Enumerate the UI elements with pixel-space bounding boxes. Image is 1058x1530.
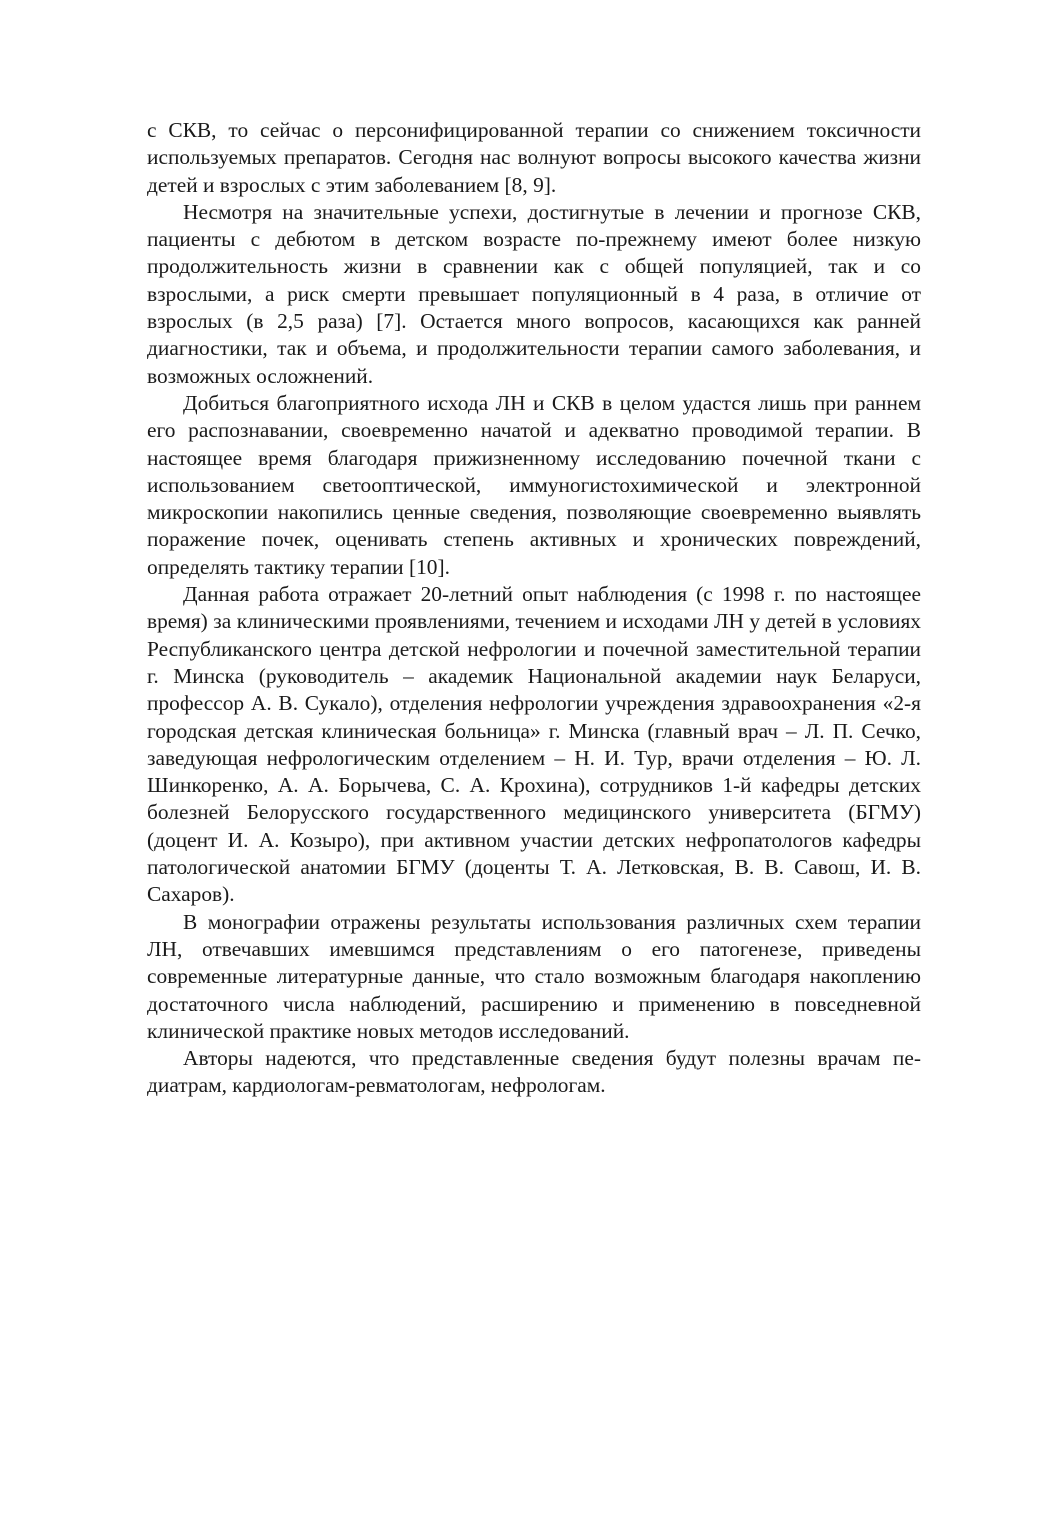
paragraph-experience: Данная работа отражает 20-летний опыт наблюдения (с 1998 г. по настоящее время) за клиническими проявлениями, течением и исходами ЛН у детей в условиях Республиканского центра детской нефрологии и почечной заместительной терапии г. Минска (руководитель – академик Национальной академии наук Беларуси, профессор А. В. Сукало), отделения нефрологии учреждения здравоохранения «2-я городская детская клиническая больница» г. Минска (главный врач – Л. П. Сечко, заведующая нефрологическим отделением – Н. И. Тур, врачи отделения – Ю. Л. Шинкоренко, А. А. Борычева, С. А. Крохина), сотрудников 1-й кафедры детских болезней Белорусского государственного медицинского университета (БГМУ) (доцент И. А. Козыро), при активном участии детских нефропатологов кафедры патологической анатомии БГМУ (доценты Т. А. Летковская, В. В. Савош, И. В. Сахаров). bbox=[147, 582, 921, 907]
paragraph-diagnosis: Добиться благоприятного исхода ЛН и СКВ в целом удастся лишь при раннем его распознавании, своевременно начатой и адекватно проводимой терапии. В настоящее время благодаря прижизненному исследованию почечной ткани с использованием светооптической, иммуногистохимической и электронной микроскопии накопились ценные сведения, позволяющие своевременно выявлять поражение почек, оценивать степень активных и хронических повреждений, определять тактику терапии [10]. bbox=[147, 390, 921, 579]
paragraph-authors: Авторы надеются, что представленные сведения будут полезны врачам педиатрам, кардиологам-ревматологам, нефрологам. bbox=[147, 1046, 921, 1098]
paragraph-continuation: с СКВ, то сейчас о персонифицированной терапии со снижением токсичности используемых препаратов. Сегодня нас волнуют вопросы высокого качества жизни детей и взрослых с этим заболеванием [8, 9]. bbox=[147, 118, 921, 197]
document-body bbox=[147, 117, 921, 1100]
paragraph-survival: Несмотря на значительные успехи, достигнутые в лечении и прогнозе СКВ, пациенты с дебютом в детском возрасте по-прежнему имеют более низкую продолжительность жизни в сравнении как с общей популяцией, так и со взрослыми, а риск смерти превышает популяционный в 4 раза, в отличие от взрослых (в 2,5 раза) [7]. Остается много вопросов, касающихся как ранней диагностики, так и объема, и продолжительности терапии самого заболевания, и возможных осложнений. bbox=[147, 199, 921, 388]
paragraph-monograph: В монографии отражены результаты использования различных схем терапии ЛН, отвечавших имевшимся представлениям о его патогенезе, приведены современные литературные данные, что стало возможным благодаря накоплению достаточного числа наблюдений, расширению и применению в повседневной клинической практике новых методов исследований. bbox=[147, 909, 921, 1043]
